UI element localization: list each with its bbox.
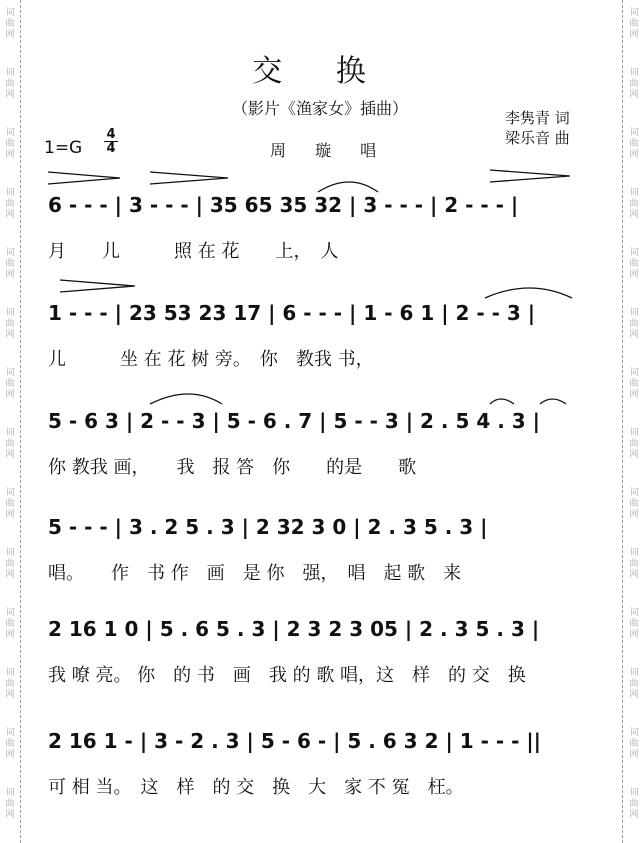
- watermark: 词 曲 网: [629, 128, 639, 160]
- lyrics-line: 儿 坐 在 花 树 旁。 你 教我 书，: [48, 349, 374, 370]
- lyrics-line: 你 教我 画， 我 报 答 你 的是 歌: [48, 457, 417, 478]
- watermark: 词 曲 网: [5, 608, 15, 640]
- watermark: 词 曲 网: [629, 488, 639, 520]
- watermark: 词 曲 网: [5, 668, 15, 700]
- watermark: 词 曲 网: [629, 248, 639, 280]
- lyrics-line: 月 儿 照 在 花 上， 人: [48, 241, 339, 262]
- watermark: 词 曲 网: [629, 308, 639, 340]
- crescendo-hairpin: [150, 172, 228, 184]
- lyrics-line: 唱。 作 书 作 画 是 你 强， 唱 起 歌 来: [48, 563, 462, 584]
- slur: [485, 288, 572, 298]
- lyrics-line: 我 嘹 亮。 你 的 书 画 我 的 歌 唱，这 样 的 交 换: [48, 665, 526, 686]
- watermark: 词 曲 网: [629, 188, 639, 220]
- watermark: 词 曲 网: [5, 368, 15, 400]
- watermark: 词 曲 网: [629, 428, 639, 460]
- watermark: 词 曲 网: [629, 788, 639, 820]
- watermark: 词 曲 网: [5, 788, 15, 820]
- slur: [490, 399, 514, 404]
- slur: [150, 394, 222, 404]
- watermark: 词 曲 网: [629, 68, 639, 100]
- lyrics-line: 可 相 当。 这 样 的 交 换 大 家 不 冤 枉。: [48, 777, 464, 798]
- crescendo-hairpin: [60, 280, 135, 292]
- watermark: 词 曲 网: [5, 8, 15, 40]
- watermark: 词 曲 网: [629, 728, 639, 760]
- watermark: 词 曲 网: [5, 308, 15, 340]
- notation-line: 6 - - - | 3 - - - | 35 65 35 32 | 3 - - - | 2 - - - |: [48, 193, 519, 217]
- crescendo-hairpin: [490, 170, 570, 182]
- watermark: 词 曲 网: [629, 368, 639, 400]
- watermark: 词 曲 网: [5, 428, 15, 460]
- watermark: 词 曲 网: [629, 8, 639, 40]
- notation-line: 1 - - - | 23 53 23 17 | 6 - - - | 1 - 6 1 | 2 - - 3 |: [48, 301, 536, 325]
- watermark: 词 曲 网: [5, 728, 15, 760]
- key-signature: 1=G: [44, 138, 83, 158]
- slur: [540, 399, 566, 404]
- song-subtitle: （影片《渔家女》插曲）: [231, 99, 408, 118]
- watermark: 词 曲 网: [629, 608, 639, 640]
- watermark: 词 曲 网: [5, 488, 15, 520]
- watermark: 词 曲 网: [629, 548, 639, 580]
- song-title: 交 换: [252, 54, 388, 89]
- watermark: 词 曲 网: [5, 68, 15, 100]
- notation-line: 5 - - - | 3 . 2 5 . 3 | 2 32 3 0 | 2 . 3 5 . 3 |: [48, 515, 488, 539]
- notation-line: 2 16 1 0 | 5 . 6 5 . 3 | 2 3 2 3 05 | 2 . 3 5 . 3 |: [48, 617, 540, 641]
- watermark: 词 曲 网: [5, 548, 15, 580]
- watermark: 词 曲 网: [5, 188, 15, 220]
- slur: [318, 182, 378, 192]
- singer-credit: 周 璇 唱: [270, 141, 389, 160]
- lyricist-credit: 李隽青 词: [505, 109, 570, 127]
- time-numerator: 4: [104, 128, 118, 142]
- notation-line: 2 16 1 - | 3 - 2 . 3 | 5 - 6 - | 5 . 6 3 2 | 1 - - - ||: [48, 729, 541, 753]
- watermark: 词 曲 网: [629, 668, 639, 700]
- time-denominator: 4: [106, 141, 116, 156]
- crescendo-hairpin: [48, 172, 120, 184]
- watermark: 词 曲 网: [5, 248, 15, 280]
- watermark: 词 曲 网: [5, 128, 15, 160]
- notation-line: 5 - 6 3 | 2 - - 3 | 5 - 6 . 7 | 5 - - 3 | 2 . 5 4 . 3 |: [48, 409, 540, 433]
- composer-credit: 梁乐音 曲: [505, 129, 570, 147]
